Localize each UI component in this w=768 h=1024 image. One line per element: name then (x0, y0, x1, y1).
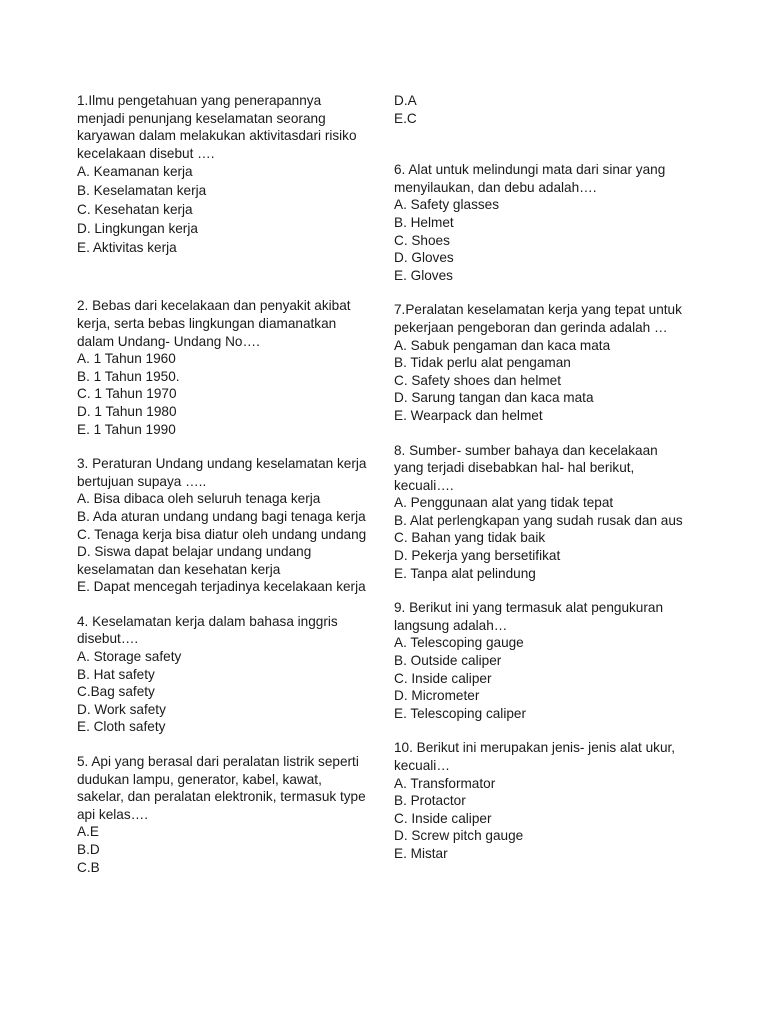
option-c: C. Tenaga kerja bisa diatur oleh undang undang (77, 526, 367, 542)
option-e: E. Telescoping caliper (394, 705, 526, 721)
option-b: B. Keselamatan kerja (77, 183, 207, 199)
option-e: E. Mistar (394, 845, 448, 861)
spacer (77, 257, 367, 281)
question-5 (77, 753, 367, 876)
option-a: A. Telescoping gauge (394, 635, 524, 651)
option-d: D. Pekerja yang bersetifikat (394, 548, 561, 564)
question-text: 9. Berikut ini yang termasuk alat pengukuran langsung adalah… (394, 600, 664, 633)
option-d: D. Micrometer (394, 688, 480, 704)
option-a: A. Keamanan kerja (77, 164, 193, 180)
option-b: B.D (77, 842, 100, 857)
option-b: B. 1 Tahun 1950. (77, 368, 180, 384)
option-b: B. Tidak perlu alat pengaman (394, 355, 571, 371)
option-e: E. Gloves (394, 267, 453, 283)
option-d: D. Gloves (394, 250, 454, 266)
option-d: D. Work safety (77, 701, 166, 717)
option-a: A. Safety glasses (394, 197, 500, 213)
spacer (394, 722, 684, 739)
question-7 (394, 301, 684, 424)
question-text: 6. Alat untuk melindungi mata dari sinar yang menyilaukan, dan debu adalah…. (394, 162, 666, 195)
option-c: C.B (77, 859, 100, 875)
option-c: C. Bahan yang tidak baik (394, 530, 546, 546)
spacer (77, 596, 367, 613)
spacer (77, 281, 367, 297)
option-b: B. Outside caliper (394, 653, 502, 669)
option-b: B. Helmet (394, 214, 454, 230)
question-text: 8. Sumber- sumber bahaya dan kecelakaan yang terjadi disebabkan hal- hal berikut, kecuali…. (394, 442, 658, 493)
question-text: 7.Peralatan keselamatan kerja yang tepat untuk pekerjaan pengeboran dan gerinda adalah … (394, 302, 682, 335)
question-6 (394, 161, 684, 284)
option-c: C.Bag safety (77, 684, 155, 700)
option-c: C. Safety shoes dan helmet (394, 372, 561, 388)
question-8 (394, 442, 684, 583)
option-d: D.A (394, 93, 417, 108)
option-a: A. 1 Tahun 1960 (77, 351, 176, 367)
option-c: C. Inside caliper (394, 810, 492, 826)
left-column (77, 92, 367, 876)
option-b: B. Protactor (394, 793, 466, 809)
question-1 (77, 92, 367, 257)
option-c: C. Shoes (394, 232, 450, 248)
option-d: D. Lingkungan kerja (77, 221, 198, 237)
question-text: 4. Keselamatan kerja dalam bahasa inggris disebut…. (77, 613, 338, 647)
option-b: B. Hat safety (77, 666, 155, 682)
option-b: B. Alat perlengkapan yang sudah rusak dan aus (394, 512, 683, 528)
option-c: C. 1 Tahun 1970 (77, 386, 177, 402)
option-e: E. Wearpack dan helmet (394, 407, 543, 423)
option-b: B. Ada aturan undang undang bagi tenaga kerja (77, 508, 366, 524)
question-text: 3. Peraturan Undang undang keselamatan kerja bertujuan supaya ….. (77, 456, 367, 489)
spacer (394, 127, 684, 161)
option-e: E. Aktivitas kerja (77, 240, 177, 256)
option-e: E. Dapat mencegah terjadinya kecelakaan kerja (77, 579, 366, 595)
option-d: D. Screw pitch gauge (394, 828, 524, 844)
spacer (394, 582, 684, 599)
option-e: E. Tanpa alat pelindung (394, 565, 536, 581)
question-10 (394, 739, 684, 862)
question-9 (394, 599, 684, 722)
question-text: 2. Bebas dari kecelakaan dan penyakit akibat kerja, serta bebas lingkungan diamanatkan dalam Undang- Undang No…. (77, 298, 351, 349)
question-3 (77, 455, 367, 596)
spacer (77, 736, 367, 753)
question-text: 10. Berikut ini merupakan jenis- jenis alat ukur, kecuali… (394, 740, 676, 773)
option-d: D. Sarung tangan dan kaca mata (394, 390, 594, 406)
option-a: A. Penggunaan alat yang tidak tepat (394, 495, 614, 511)
option-e: E. Cloth safety (77, 719, 166, 735)
option-a: A. Storage safety (77, 649, 182, 665)
option-d: D. 1 Tahun 1980 (77, 403, 177, 419)
question-text: 5. Api yang berasal dari peralatan listrik seperti dudukan lampu, generator, kabel, kawat, sakelar, dan peralatan elektronik, termasuk type api kelas…. (77, 754, 366, 822)
option-a: A. Transformator (394, 775, 496, 791)
spacer (77, 438, 367, 455)
option-c: C. Inside caliper (394, 670, 492, 686)
spacer (394, 425, 684, 442)
option-e: E.C (394, 110, 417, 126)
option-c: C. Kesehatan kerja (77, 202, 193, 218)
option-d: D. Siswa dapat belajar undang undang keselamatan dan kesehatan kerja (77, 544, 312, 577)
option-e: E. 1 Tahun 1990 (77, 421, 176, 437)
question-4 (77, 613, 367, 736)
option-a: A. Bisa dibaca oleh seluruh tenaga kerja (77, 491, 321, 507)
right-column (394, 92, 684, 863)
question-2 (77, 297, 367, 438)
question-text: 1.Ilmu pengetahuan yang penerapannya menjadi penunjang keselamatan seorang karyawan dalam melakukan aktivitasdari risiko kecelakaan disebut …. (77, 93, 357, 161)
option-a: A. Sabuk pengaman dan kaca mata (394, 337, 611, 353)
spacer (394, 284, 684, 301)
question-5-continued (394, 92, 684, 127)
option-a: A.E (77, 824, 99, 840)
